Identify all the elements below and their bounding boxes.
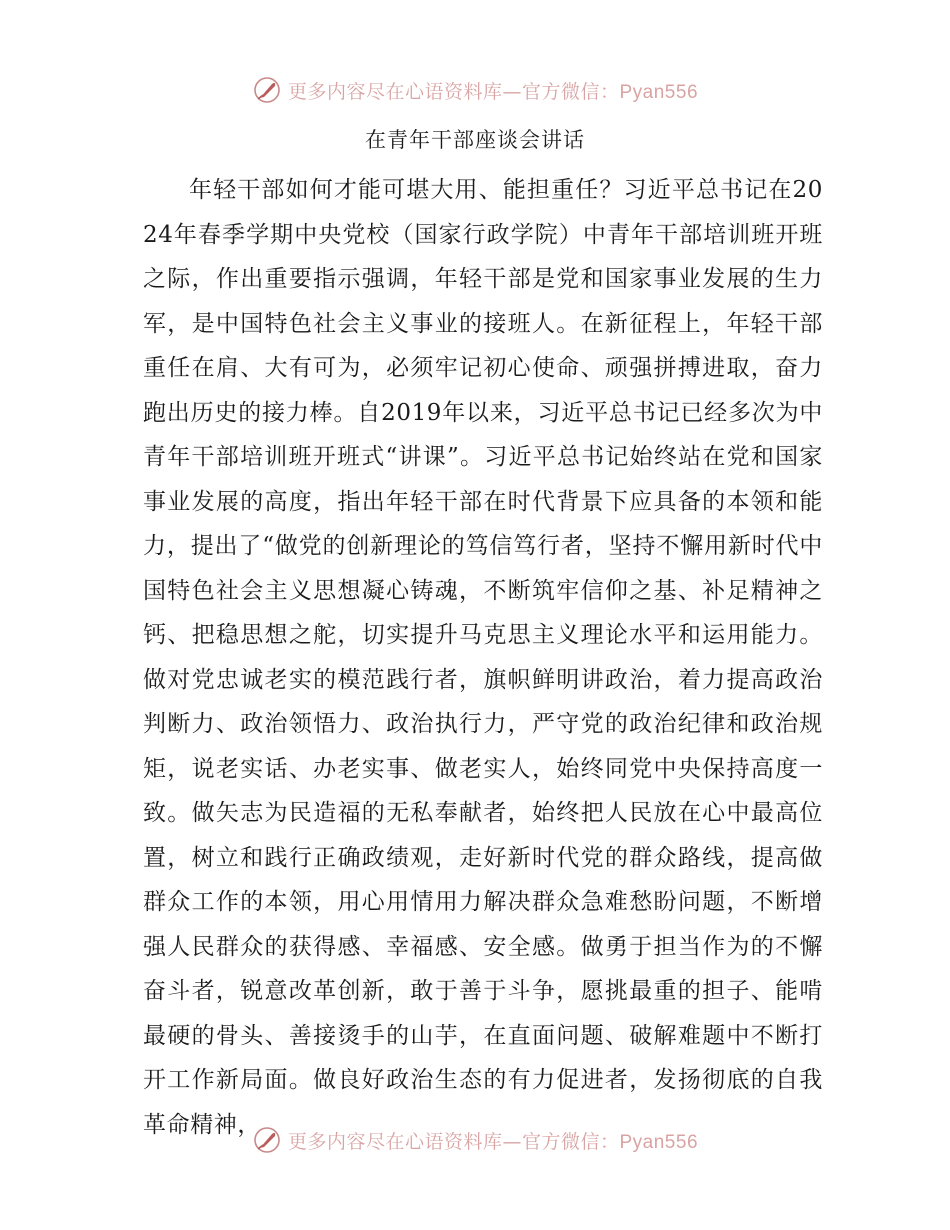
feather-pen-logo-icon <box>252 1125 282 1155</box>
footer-watermark <box>0 1120 950 1160</box>
watermark-id: Pyan556 <box>619 1131 699 1153</box>
header-watermark <box>0 70 950 110</box>
feather-pen-logo-icon <box>252 75 282 105</box>
watermark-id: Pyan556 <box>619 81 699 103</box>
document-title: 在青年干部座谈会讲话 <box>365 128 585 152</box>
watermark-text: 更多内容尽在心语资料库—官方微信：Pyan556 <box>287 1130 699 1153</box>
document-body-paragraph: 年轻干部如何才能可堪大用、能担重任？习近平总书记在2024年春季学期中央党校（国家行政学院）中青年干部培训班开班之际，作出重要指示强调，年轻干部是党和国家事业发展的生力军，是中国特色社会主义事业的接班人。在新征程上，年轻干部重任在肩、大有可为，必须牢记初心使命、顽强拼搏进取，奋力跑出历史的接力棒。自2019年以来，习近平总书记已经多次为中青年干部培训班开班式“讲课”。习近平总书记始终站在党和国家事业发展的高度，指出年轻干部在时代背景下应具备的本领和能力，提出了“做党的创新理论的笃信笃行者，坚持不懈用新时代中国特色社会主义思想凝心铸魂，不断筑牢信仰之基、补足精神之钙、把稳思想之舵，切实提升马克思主义理论水平和运用能力。做对党忠诚老实的模范践行者，旗帜鲜明讲政治，着力提高政治判断力、政治领悟力、政治执行力，严守党的政治纪律和政治规矩，说老实话、办老实事、做老实人，始终同党中央保持高度一致。做矢志为民造福的无私奉献者，始终把人民放在心中最高位置，树立和践行正确政绩观，走好新时代党的群众路线，提高做群众工作的本领，用心用情用力解决群众急难愁盼问题，不断增强人民群众的获得感、幸福感、安全感。做勇于担当作为的不懈奋斗者，锐意改革创新，敢于善于斗争，愿挑最重的担子、能啃最硬的骨头、善接烫手的山芋，在直面问题、破解难题中不断打开工作新局面。做良好政治生态的有力促进者，发扬彻底的自我革命精神， <box>143 177 823 1138</box>
watermark-text: 更多内容尽在心语资料库—官方微信：Pyan556 <box>287 80 699 103</box>
